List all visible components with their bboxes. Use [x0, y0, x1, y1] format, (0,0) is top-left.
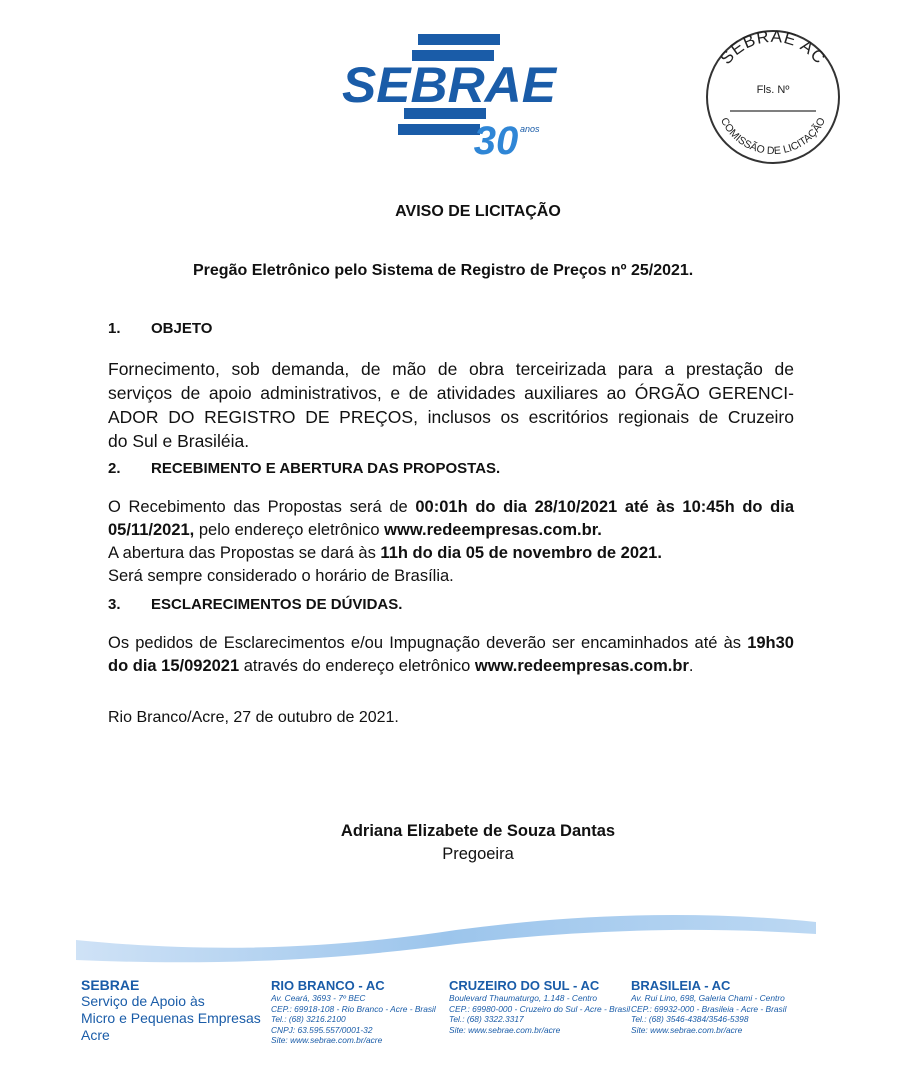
section-3-body	[108, 632, 794, 678]
office-address: Av. Rui Lino, 698, Galeria Chami - Centro	[631, 993, 785, 1003]
footer-wave-decoration	[76, 904, 816, 966]
footer-brand-line: Acre	[81, 1027, 110, 1043]
receipt-end-date: 05/11/2021,	[108, 521, 195, 539]
section-1-body	[108, 357, 794, 453]
footer-brand-line: Micro e Pequenas Empresas	[81, 1010, 261, 1026]
office-phone: Tel.: (68) 3216.2100	[271, 1014, 346, 1024]
logo-anniversary-number: 30	[473, 119, 519, 160]
office-site: Site: www.sebrae.com.br/acre	[631, 1024, 743, 1035]
office-address: Av. Ceará, 3693 - 7º BEC	[271, 993, 366, 1003]
sebrae-30-anos-logo	[338, 32, 560, 160]
section-1-line: serviços de apoio administrativos, e de atividades auxiliares ao ÓRGÃO GERENCI-	[108, 383, 794, 403]
section-1-line: ADOR DO REGISTRO DE PREÇOS, inclusos os escritórios regionais de Cruzeiro	[108, 407, 794, 427]
office-city: BRASILEIA - AC	[631, 978, 731, 993]
office-city: CRUZEIRO DO SUL - AC	[449, 978, 600, 993]
section-2-line	[108, 519, 794, 542]
office-brasileia	[631, 978, 786, 1035]
logo-anniversary-word: anos	[520, 124, 540, 134]
section-2-title: RECEBIMENTO E ABERTURA DAS PROPOSTAS.	[151, 460, 501, 477]
section-2-body	[108, 496, 794, 588]
section-3-number: 3.	[108, 596, 121, 613]
receipt-website: www.redeempresas.com.br.	[384, 521, 602, 539]
receipt-text: O Recebimento das Propostas será de	[108, 498, 416, 516]
footer-brand-line: Serviço de Apoio às	[81, 993, 205, 1009]
pregao-subtitle: Pregão Eletrônico pelo Sistema de Registro de Preços nº 25/2021.	[193, 262, 694, 279]
office-rio-branco	[271, 978, 436, 1046]
office-cep: CEP.: 69980-000 - Cruzeiro do Sul - Acre - Brasil	[449, 1003, 631, 1014]
place-date: Rio Branco/Acre, 27 de outubro de 2021.	[108, 709, 399, 726]
logo-wordmark: SEBRAE	[342, 57, 558, 113]
section-1-title: OBJETO	[151, 320, 213, 337]
clarification-address-text: através do endereço eletrônico	[239, 657, 475, 675]
opening-date: 11h do dia 05 de novembro de 2021.	[380, 544, 662, 562]
section-2-number: 2.	[108, 460, 121, 477]
office-cep: CEP.: 69918-108 - Rio Branco - Acre - Brasil	[271, 1003, 436, 1014]
clarification-website: www.redeempresas.com.br	[474, 657, 689, 675]
signer-role: Pregoeira	[442, 845, 514, 863]
section-1-line: Fornecimento, sob demanda, de mão de obra terceirizada para a prestação de	[108, 359, 794, 379]
office-site: Site: www.sebrae.com.br/acre	[271, 1035, 383, 1045]
section-1-number: 1.	[108, 320, 121, 337]
office-cruzeiro-do-sul	[449, 978, 630, 1035]
office-address: Boulevard Thaumaturgo, 1.148 - Centro	[449, 993, 598, 1003]
office-city: RIO BRANCO - AC	[271, 978, 385, 993]
clarification-period: .	[688, 657, 694, 675]
opening-text: A abertura das Propostas se dará às	[108, 544, 381, 562]
stamp-middle-label: Fls. Nº	[756, 84, 790, 96]
section-3-line	[108, 655, 794, 678]
footer-brand	[81, 977, 261, 1044]
clarification-text: Os pedidos de Esclarecimentos e/ou Impugnação deverão ser encaminhados até às	[108, 634, 748, 652]
section-2-line	[108, 542, 794, 565]
section-1-line: do Sul e Brasiléia.	[108, 431, 250, 451]
notice-title: AVISO DE LICITAÇÃO	[395, 203, 561, 220]
stamp-bottom-text: COMISSÃO DE LICITAÇÃO	[717, 115, 829, 158]
svg-text:SEBRAE AC	[716, 28, 829, 68]
section-3-title: ESCLARECIMENTOS DE DÚVIDAS.	[151, 596, 403, 613]
stamp-top-text: SEBRAE AC	[716, 28, 830, 68]
signer-name: Adriana Elizabete de Souza Dantas	[340, 822, 616, 840]
clarification-date: do dia 15/092021	[108, 657, 240, 675]
section-2-line	[108, 496, 794, 519]
footer-brand-name: SEBRAE	[81, 977, 140, 993]
section-3-line	[108, 632, 794, 655]
commission-stamp	[704, 28, 842, 166]
office-site: Site: www.sebrae.com.br/acre	[449, 1024, 561, 1035]
office-cep: CEP.: 69932-000 - Brasileia - Acre - Brasil	[631, 1003, 787, 1014]
section-2-line: Será sempre considerado o horário de Brasília.	[108, 567, 454, 585]
office-cnpj: CNPJ: 63.595.557/0001-32	[271, 1024, 373, 1035]
office-phone: Tel.: (68) 3322.3317	[449, 1014, 524, 1024]
clarification-time: 19h30	[747, 634, 794, 652]
receipt-period: 00:01h do dia 28/10/2021 até às 10:45h do dia	[415, 498, 794, 516]
office-phone: Tel.: (68) 3546-4384/3546-5398	[631, 1014, 749, 1024]
receipt-address-text: pelo endereço eletrônico	[194, 521, 385, 539]
